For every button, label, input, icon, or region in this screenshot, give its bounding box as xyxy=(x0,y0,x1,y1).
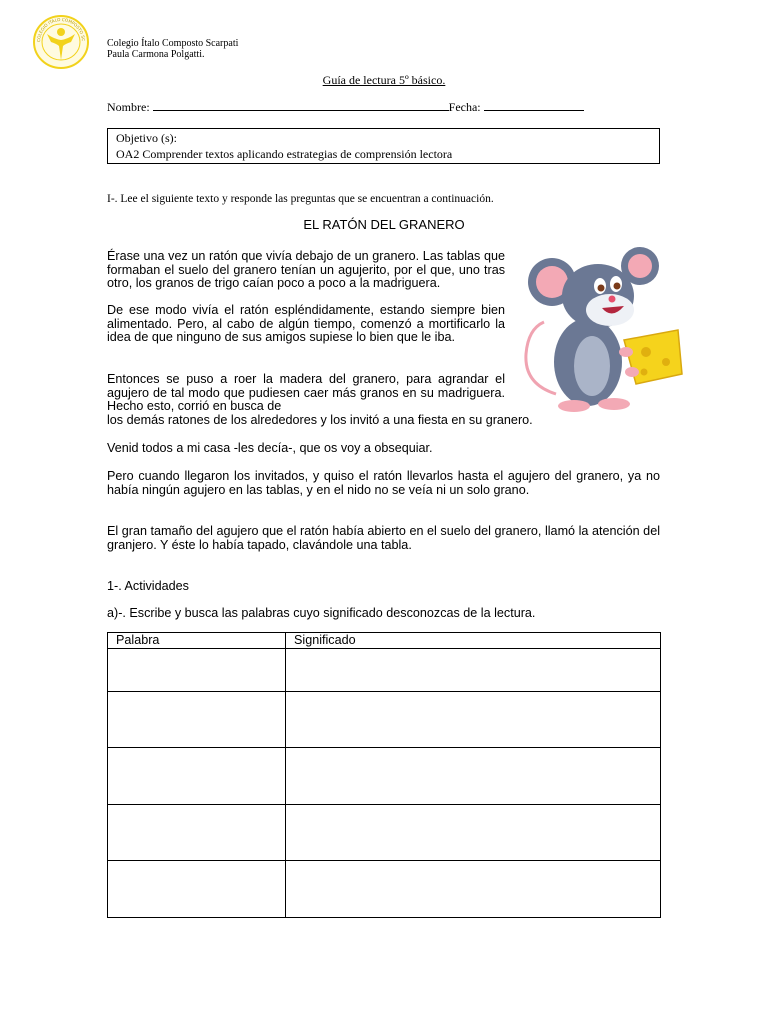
story-paragraph-4: Venid todos a mi casa -les decía-, que os voy a obsequiar. xyxy=(107,441,433,455)
page-title xyxy=(0,73,768,88)
nombre-field[interactable] xyxy=(153,99,449,111)
significado-cell[interactable] xyxy=(286,649,661,692)
school-logo xyxy=(30,12,92,72)
table-row xyxy=(108,692,661,748)
fecha-label: Fecha: xyxy=(448,100,481,114)
palabra-cell[interactable] xyxy=(108,805,286,861)
palabra-cell[interactable] xyxy=(108,649,286,692)
title-text: Guía de lectura 5º básico. xyxy=(322,73,446,87)
story-paragraph-6: El gran tamaño del agujero que el ratón había abierto en el suelo del granero, llamó la atención del granjero. Y éste lo había tapado, clavándole una tabla. xyxy=(107,524,660,552)
story-paragraph-3: Entonces se puso a roer la madera del granero, para agrandar el agujero de tal modo que pudiesen caer más granos en su madriguera. Hecho esto, corrió en busca de xyxy=(107,372,505,414)
objective-heading: Objetivo (s): xyxy=(116,131,177,145)
table-header-row xyxy=(108,633,661,649)
nombre-label: Nombre: xyxy=(107,100,150,114)
table-row xyxy=(108,805,661,861)
objective-text: OA2 Comprender textos aplicando estrategias de comprensión lectora xyxy=(116,147,453,161)
logo-text: COLEGIO ITALO COMPOSTO SC xyxy=(35,16,87,43)
story-title: EL RATÓN DEL GRANERO xyxy=(303,217,465,232)
table-row xyxy=(108,748,661,805)
palabra-cell[interactable] xyxy=(108,692,286,748)
school-header xyxy=(107,38,238,60)
story-paragraph-1: Érase una vez un ratón que vivía debajo de un granero. Las tablas que formaban el suelo del granero tenían un agujerito, por el que, uno tras otro, los granos de trigo caían poco a poco a la madriguera. xyxy=(107,249,505,291)
activity-a-instruction: a)-. Escribe y busca las palabras cuyo significado desconozcas de la lectura. xyxy=(107,606,536,620)
reading-instruction: I-. Lee el siguiente texto y responde las preguntas que se encuentran a continuación. xyxy=(107,193,494,205)
palabra-cell[interactable] xyxy=(108,748,286,805)
table-row xyxy=(108,649,661,692)
fecha-field[interactable] xyxy=(484,99,584,111)
story-paragraph-2: De ese modo vivía el ratón espléndidamente, estando siempre bien alimentado. Pero, al cabo de algún tiempo, comenzó a mortificarlo la idea de que ninguno de sus amigos supiese lo bien que le iba. xyxy=(107,303,505,345)
teacher-name: Paula Carmona Polgatti. xyxy=(107,49,205,60)
column-header-significado: Significado xyxy=(286,633,661,649)
name-date-row xyxy=(107,99,584,115)
significado-cell[interactable] xyxy=(286,692,661,748)
objective-box xyxy=(107,128,660,164)
mouse-with-cheese-illustration xyxy=(516,244,684,414)
significado-cell[interactable] xyxy=(286,805,661,861)
vocabulary-table xyxy=(107,632,661,918)
school-name: Colegio Ítalo Composto Scarpati xyxy=(107,38,239,49)
table-row xyxy=(108,861,661,918)
activities-heading: 1-. Actividades xyxy=(107,579,189,593)
column-header-palabra: Palabra xyxy=(108,633,286,649)
significado-cell[interactable] xyxy=(286,748,661,805)
story-paragraph-3-end: los demás ratones de los alrededores y los invitó a una fiesta en su granero. xyxy=(107,413,533,427)
palabra-cell[interactable] xyxy=(108,861,286,918)
story-paragraph-5: Pero cuando llegaron los invitados, y quiso el ratón llevarlos hasta el agujero del granero, ya no había ningún agujero en las tablas, y en el nido no se veía ni un solo grano. xyxy=(107,469,660,497)
significado-cell[interactable] xyxy=(286,861,661,918)
